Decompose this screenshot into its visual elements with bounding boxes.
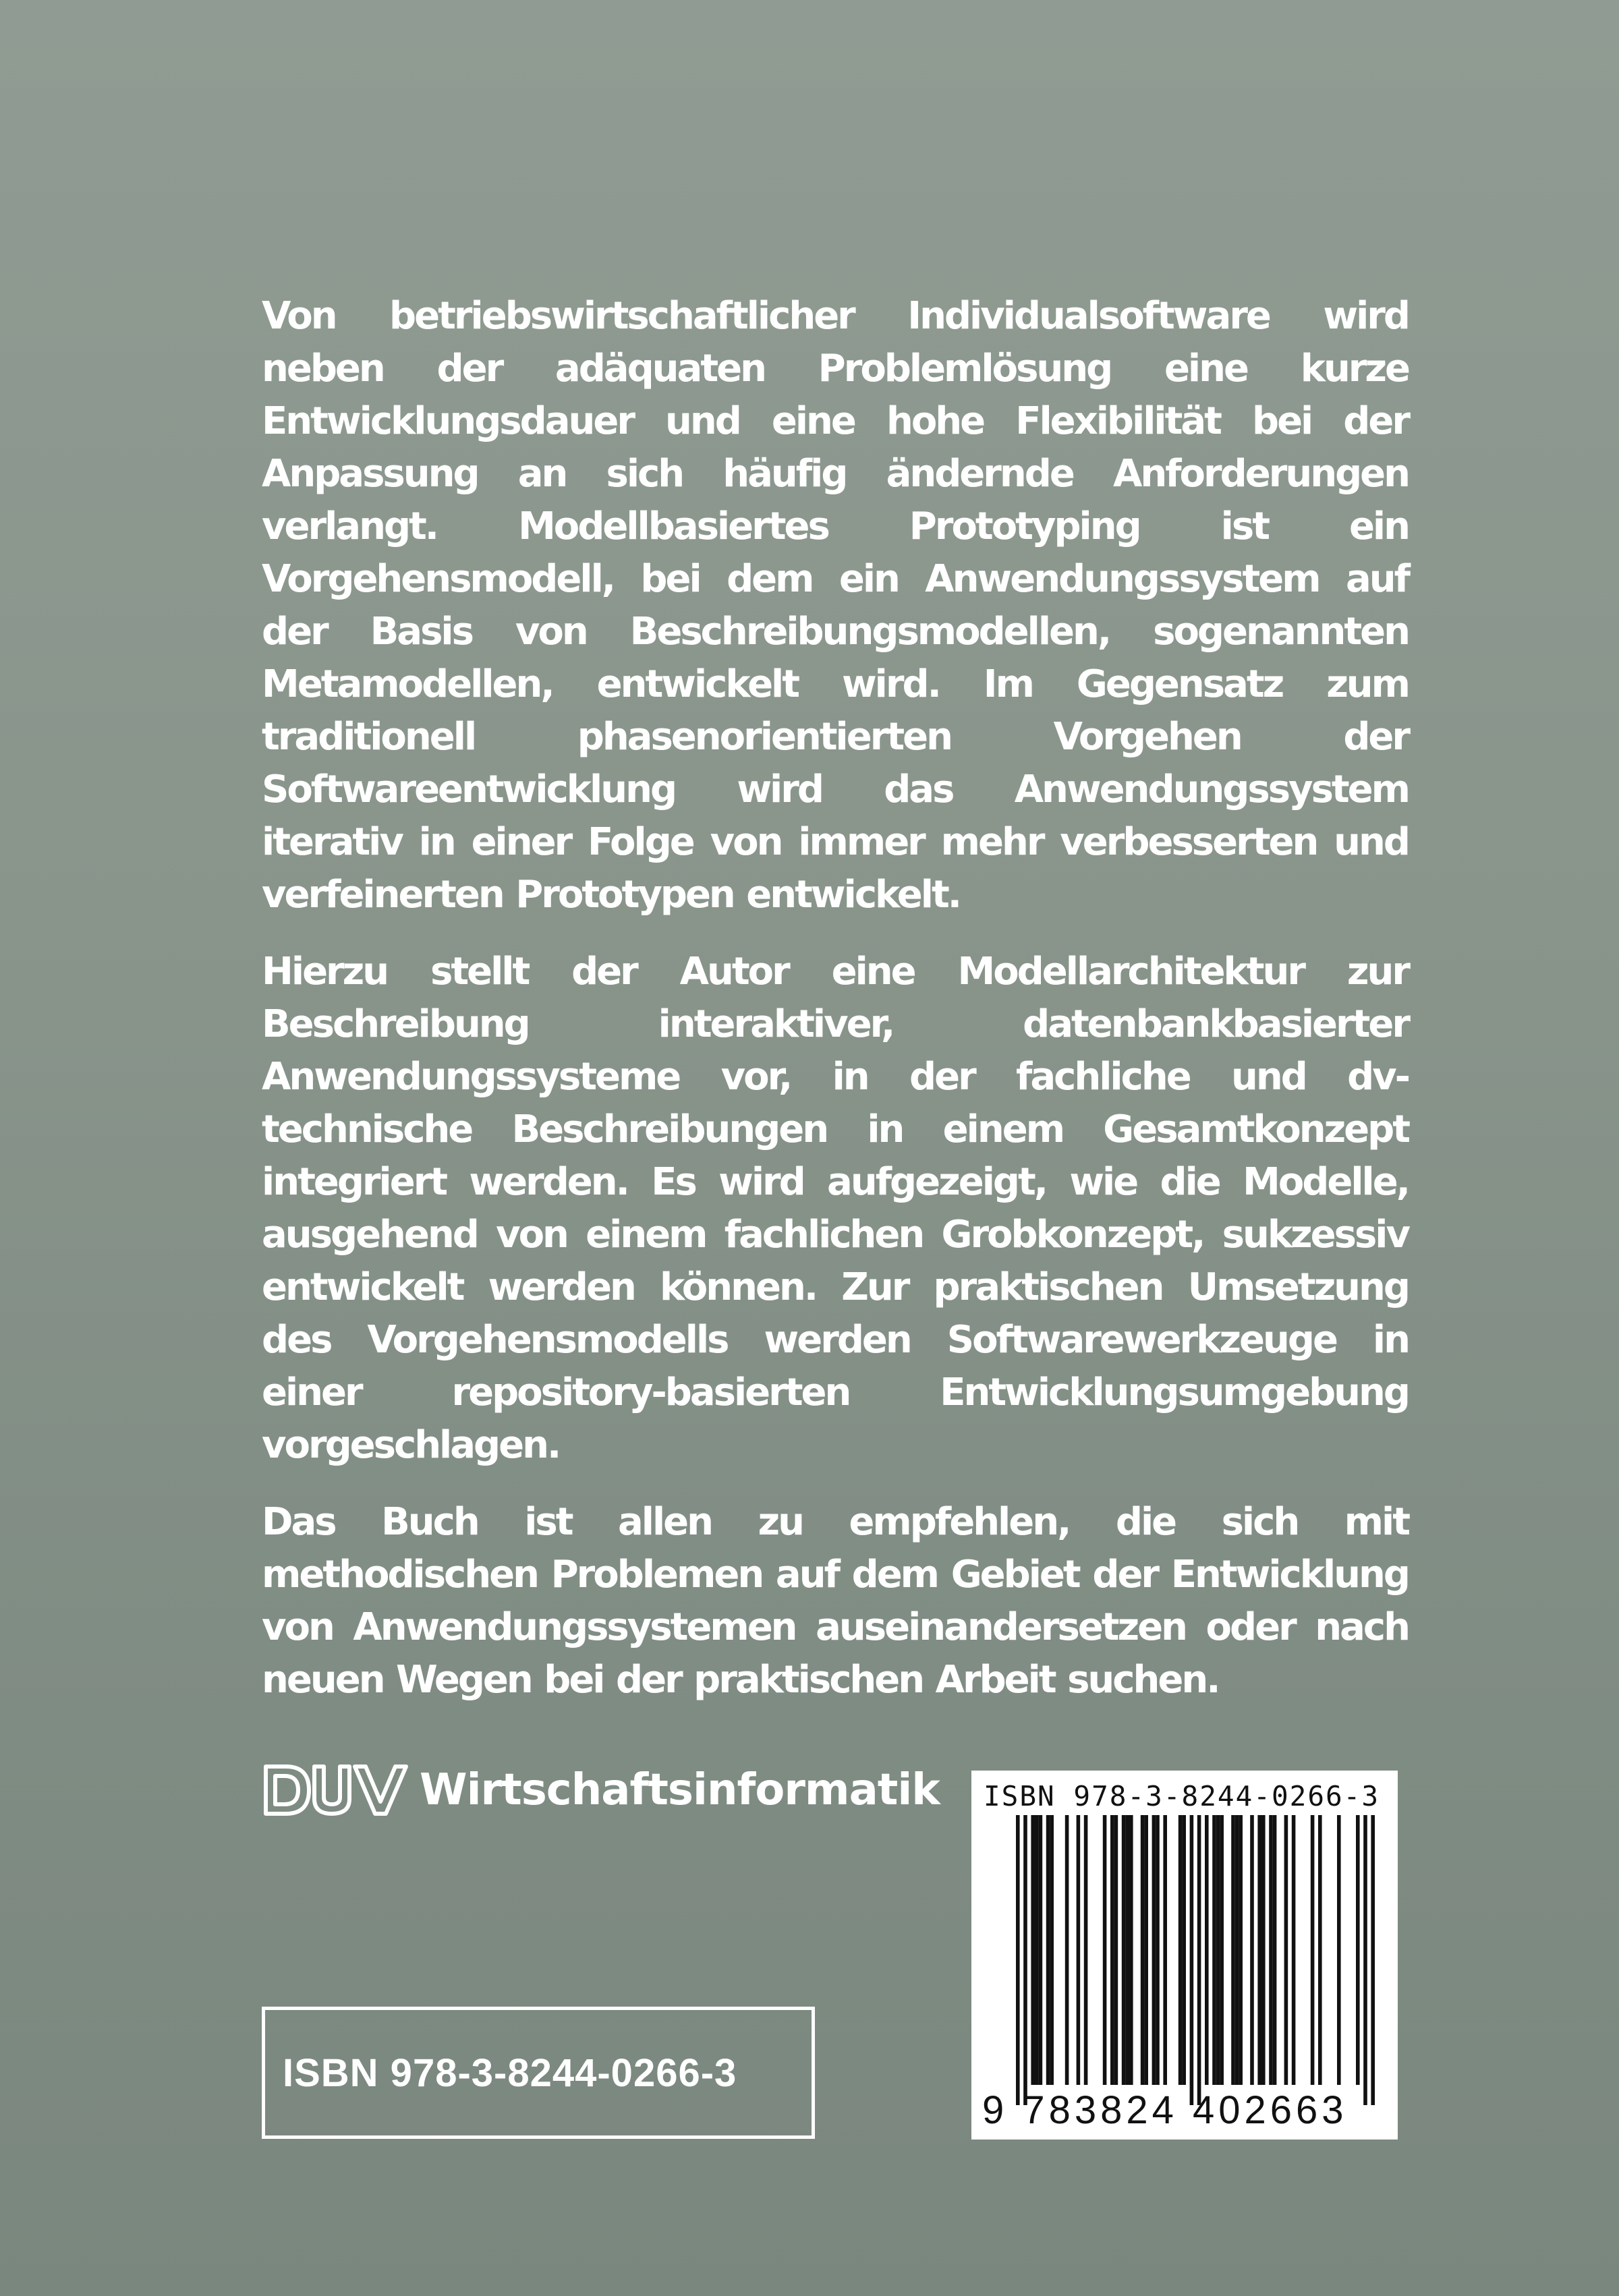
barcode-bar [1125, 1815, 1129, 2085]
barcode-bar [1257, 1815, 1261, 2085]
barcode-bar [1050, 1815, 1054, 2085]
isbn-box [262, 2007, 815, 2139]
barcode-bar [1212, 1815, 1216, 2085]
barcode-bar [1292, 1815, 1296, 2085]
barcode-bar [1205, 1815, 1209, 2085]
barcode-bar [1363, 1815, 1367, 2105]
barcode-bar [1250, 1815, 1254, 2085]
barcode-bar [1220, 1815, 1224, 2085]
barcode-bar [1284, 1815, 1288, 2085]
barcode-bar [1084, 1815, 1088, 2085]
barcode-bar [1235, 1815, 1239, 2085]
back-cover-blurb [262, 290, 1409, 1731]
barcode-bar [1023, 1815, 1027, 2105]
blurb-paragraph-3: Das Buch ist allen zu empfehlen, die sich mit methodischen Problemen auf dem Gebiet der Entwicklung von Anwendungssystemen auseinandersetzen oder nach neuen Wegen bei der praktischen Arbeit suchen. [262, 1500, 1409, 1702]
barcode-bar [1182, 1815, 1186, 2085]
isbn-barcode [971, 1771, 1398, 2140]
barcode-bar [1178, 1815, 1183, 2085]
barcode-bar [1318, 1815, 1322, 2085]
barcode-digits: 9 783824 402663 [982, 2088, 1348, 2132]
series-line [262, 1756, 940, 1824]
barcode-bars [971, 1771, 1398, 2140]
barcode-bar [1371, 1815, 1375, 2105]
barcode-isbn-label: ISBN 978-3-8244-0266-3 [984, 1780, 1380, 1812]
barcode-bar [1273, 1815, 1277, 2085]
barcode-bar [1239, 1815, 1243, 2085]
blurb-paragraph-2: Hierzu stellt der Autor eine Modellarchitektur zur Beschreibung interaktiver, datenbankbasierter Anwendungssysteme vor, in der fachliche und dv-technische Beschreibungen in einem Gesamtkonzept integriert werden. Es wird aufgezeigt, wie die Modelle, ausgehend von einem fachlichen Grobkonzept, sukzessiv entwickelt werden können. Zur praktischen Umsetzung des Vorgehensmodells werden Softwarewerkzeuge in einer repository-basierten Entwicklungsumgebung vorgeschlagen. [262, 950, 1409, 1467]
barcode-bar [1356, 1815, 1360, 2085]
barcode-bar [1163, 1815, 1167, 2085]
barcode-bar [1269, 1815, 1273, 2085]
series-name: Wirtschaftsinformatik [420, 1765, 940, 1815]
barcode-bar [1141, 1815, 1145, 2085]
barcode-bar [1216, 1815, 1220, 2085]
barcode-bar [1337, 1815, 1341, 2085]
barcode-bar [1122, 1815, 1126, 2085]
duv-logo [262, 1762, 411, 1818]
barcode-bar [1261, 1815, 1266, 2085]
barcode-bar [1231, 1815, 1235, 2085]
blurb-paragraph-1: Von betriebswirtschaftlicher Individualsoftware wird neben der adäquaten Problemlösung eine kurze Entwicklungsdauer und eine hohe Flexibilität bei der Anpassung an sich häufig ändernde Anforderungen verlangt. Modellbasiertes Prototyping ist ein Vorgehensmodell, bei dem ein Anwendungssystem auf der Basis von Beschreibungsmodellen, sogenannten Metamodellen, entwickelt wird. Im Gegensatz zum traditionell phasenorientierten Vorgehen der Softwareentwicklung wird das Anwendungssystem iterativ in einer Folge von immer mehr verbesserten und verfeinerten Prototypen entwickelt. [262, 294, 1409, 917]
isbn-text: ISBN 978-3-8244-0266-3 [283, 2050, 737, 2095]
barcode-bar [1152, 1815, 1156, 2085]
barcode-bar [1129, 1815, 1133, 2085]
barcode-bar [1039, 1815, 1043, 2085]
barcode-bar [1156, 1815, 1160, 2085]
barcode-bar [1035, 1815, 1039, 2085]
barcode-bar [1065, 1815, 1069, 2085]
barcode-bar [1311, 1815, 1315, 2085]
barcode-bar [1110, 1815, 1114, 2085]
barcode-bar [1031, 1815, 1035, 2085]
barcode-bar [1114, 1815, 1118, 2085]
barcode-bar [1144, 1815, 1148, 2085]
barcode-bar [1016, 1815, 1020, 2105]
barcode-bar [1046, 1815, 1050, 2085]
barcode-bar [1103, 1815, 1107, 2085]
barcode-bar [1197, 1815, 1201, 2105]
barcode-bar [1190, 1815, 1194, 2105]
barcode-bar [1077, 1815, 1081, 2085]
